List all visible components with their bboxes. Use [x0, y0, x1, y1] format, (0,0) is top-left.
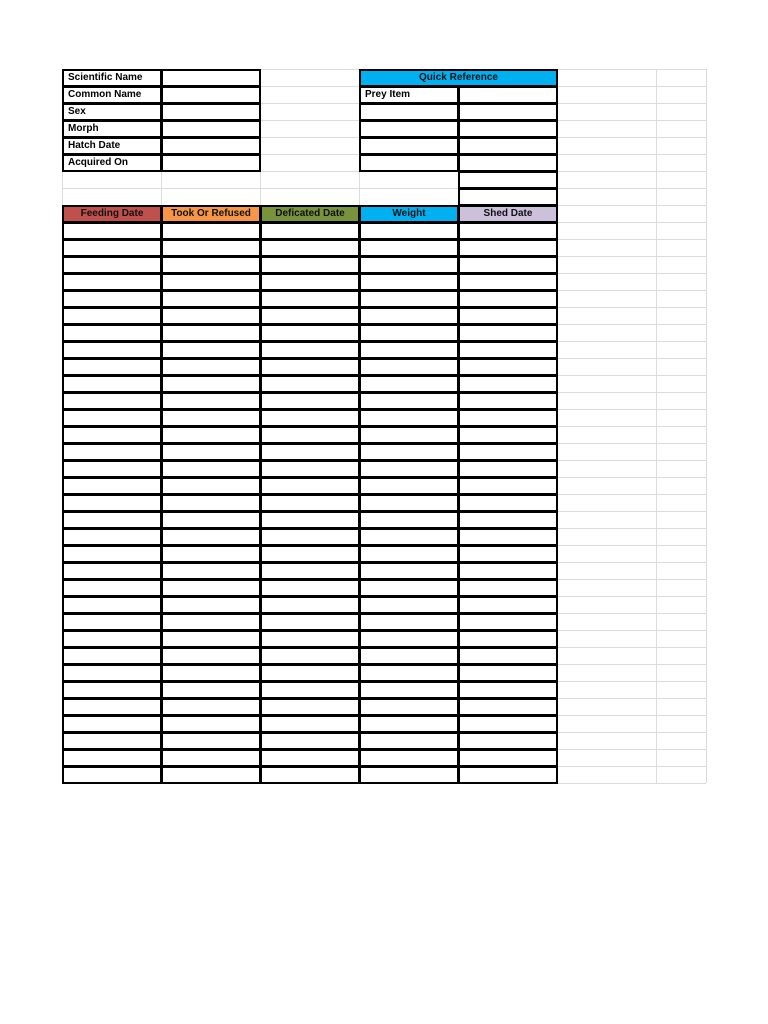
- quick-reference-item-cell[interactable]: [359, 154, 459, 172]
- log-entry-cell[interactable]: [458, 698, 558, 716]
- log-entry-cell[interactable]: [62, 222, 162, 240]
- log-entry-cell[interactable]: [62, 545, 162, 563]
- log-entry-cell[interactable]: [62, 375, 162, 393]
- quick-reference-value-cell[interactable]: [458, 154, 558, 172]
- log-entry-cell[interactable]: [161, 528, 261, 546]
- log-entry-cell[interactable]: [260, 749, 360, 767]
- log-entry-cell[interactable]: [458, 528, 558, 546]
- log-entry-cell[interactable]: [260, 358, 360, 376]
- log-entry-cell[interactable]: [62, 664, 162, 682]
- log-entry-cell[interactable]: [260, 426, 360, 444]
- log-entry-cell[interactable]: [260, 528, 360, 546]
- log-entry-cell[interactable]: [359, 715, 459, 733]
- quick-reference-title: Quick Reference: [359, 69, 558, 87]
- profile-value-cell[interactable]: [161, 69, 261, 87]
- log-entry-cell[interactable]: [260, 222, 360, 240]
- log-entry-cell[interactable]: [260, 562, 360, 580]
- log-entry-cell[interactable]: [359, 375, 459, 393]
- log-entry-cell[interactable]: [458, 460, 558, 478]
- log-entry-cell[interactable]: [260, 477, 360, 495]
- log-entry-cell[interactable]: [62, 409, 162, 427]
- log-entry-cell[interactable]: [62, 426, 162, 444]
- log-entry-cell[interactable]: [260, 681, 360, 699]
- log-entry-cell[interactable]: [161, 256, 261, 274]
- log-entry-cell[interactable]: [161, 443, 261, 461]
- log-entry-cell[interactable]: [62, 307, 162, 325]
- log-entry-cell[interactable]: [62, 477, 162, 495]
- log-entry-cell[interactable]: [458, 545, 558, 563]
- profile-label: Morph: [62, 120, 162, 138]
- log-entry-cell[interactable]: [62, 732, 162, 750]
- log-entry-cell[interactable]: [62, 324, 162, 342]
- log-entry-cell[interactable]: [458, 256, 558, 274]
- log-entry-cell[interactable]: [161, 392, 261, 410]
- log-entry-cell[interactable]: [359, 596, 459, 614]
- profile-value-cell[interactable]: [161, 154, 261, 172]
- log-entry-cell[interactable]: [359, 392, 459, 410]
- log-entry-cell[interactable]: [359, 545, 459, 563]
- log-entry-cell[interactable]: [161, 273, 261, 291]
- log-entry-cell[interactable]: [359, 579, 459, 597]
- log-entry-cell[interactable]: [260, 613, 360, 631]
- log-entry-cell[interactable]: [359, 562, 459, 580]
- log-entry-cell[interactable]: [359, 766, 459, 784]
- log-entry-cell[interactable]: [161, 630, 261, 648]
- log-entry-cell[interactable]: [62, 647, 162, 665]
- log-entry-cell[interactable]: [260, 460, 360, 478]
- log-entry-cell[interactable]: [260, 341, 360, 359]
- log-entry-cell[interactable]: [458, 222, 558, 240]
- log-entry-cell[interactable]: [359, 494, 459, 512]
- log-entry-cell[interactable]: [458, 613, 558, 631]
- log-entry-cell[interactable]: [62, 596, 162, 614]
- log-entry-cell[interactable]: [359, 477, 459, 495]
- log-entry-cell[interactable]: [458, 477, 558, 495]
- log-entry-cell[interactable]: [458, 324, 558, 342]
- quick-reference-item-cell[interactable]: [359, 137, 459, 155]
- log-entry-cell[interactable]: [260, 409, 360, 427]
- quick-reference-item-cell[interactable]: [359, 103, 459, 121]
- log-entry-cell[interactable]: [62, 341, 162, 359]
- log-entry-cell[interactable]: [458, 409, 558, 427]
- log-entry-cell[interactable]: [260, 239, 360, 257]
- log-entry-cell[interactable]: [161, 290, 261, 308]
- gridline-horizontal: [62, 188, 706, 189]
- log-entry-cell[interactable]: [161, 562, 261, 580]
- log-entry-cell[interactable]: [359, 324, 459, 342]
- log-entry-cell[interactable]: [458, 307, 558, 325]
- log-entry-cell[interactable]: [359, 511, 459, 529]
- log-entry-cell[interactable]: [458, 290, 558, 308]
- log-entry-cell[interactable]: [161, 647, 261, 665]
- log-entry-cell[interactable]: [458, 749, 558, 767]
- profile-label: Hatch Date: [62, 137, 162, 155]
- log-entry-cell[interactable]: [458, 732, 558, 750]
- quick-reference-label: Prey Item: [359, 86, 459, 104]
- log-entry-cell[interactable]: [359, 256, 459, 274]
- quick-reference-value-cell[interactable]: [458, 103, 558, 121]
- log-entry-cell[interactable]: [62, 290, 162, 308]
- log-entry-cell[interactable]: [161, 409, 261, 427]
- log-entry-cell[interactable]: [458, 494, 558, 512]
- log-entry-cell[interactable]: [458, 426, 558, 444]
- log-entry-cell[interactable]: [161, 613, 261, 631]
- log-entry-cell[interactable]: [260, 647, 360, 665]
- log-entry-cell[interactable]: [458, 664, 558, 682]
- log-entry-cell[interactable]: [62, 443, 162, 461]
- quick-reference-value-cell[interactable]: [458, 86, 558, 104]
- log-entry-cell[interactable]: [260, 273, 360, 291]
- log-entry-cell[interactable]: [62, 528, 162, 546]
- profile-label: Sex: [62, 103, 162, 121]
- log-entry-cell[interactable]: [359, 222, 459, 240]
- log-entry-cell[interactable]: [161, 511, 261, 529]
- log-entry-cell[interactable]: [458, 375, 558, 393]
- log-entry-cell[interactable]: [161, 239, 261, 257]
- log-entry-cell[interactable]: [458, 562, 558, 580]
- log-entry-cell[interactable]: [359, 409, 459, 427]
- log-entry-cell[interactable]: [161, 222, 261, 240]
- log-entry-cell[interactable]: [161, 426, 261, 444]
- log-entry-cell[interactable]: [62, 579, 162, 597]
- log-entry-cell[interactable]: [458, 630, 558, 648]
- log-entry-cell[interactable]: [458, 341, 558, 359]
- log-entry-cell[interactable]: [62, 256, 162, 274]
- log-entry-cell[interactable]: [359, 698, 459, 716]
- log-entry-cell[interactable]: [62, 358, 162, 376]
- log-entry-cell[interactable]: [161, 324, 261, 342]
- log-entry-cell[interactable]: [260, 766, 360, 784]
- log-entry-cell[interactable]: [62, 681, 162, 699]
- log-entry-cell[interactable]: [458, 596, 558, 614]
- log-entry-cell[interactable]: [458, 647, 558, 665]
- log-entry-cell[interactable]: [260, 511, 360, 529]
- log-entry-cell[interactable]: [62, 630, 162, 648]
- log-entry-cell[interactable]: [359, 528, 459, 546]
- gridline-vertical: [706, 69, 707, 783]
- log-entry-cell[interactable]: [260, 545, 360, 563]
- log-entry-cell[interactable]: [161, 307, 261, 325]
- log-entry-cell[interactable]: [458, 766, 558, 784]
- log-entry-cell[interactable]: [458, 579, 558, 597]
- profile-label: Acquired On: [62, 154, 162, 172]
- log-entry-cell[interactable]: [260, 579, 360, 597]
- log-entry-cell[interactable]: [359, 358, 459, 376]
- profile-label: Common Name: [62, 86, 162, 104]
- log-header-cell: Deficated Date: [260, 205, 360, 223]
- quick-reference-value-cell[interactable]: [458, 120, 558, 138]
- log-entry-cell[interactable]: [161, 681, 261, 699]
- log-entry-cell[interactable]: [62, 749, 162, 767]
- log-entry-cell[interactable]: [161, 477, 261, 495]
- log-entry-cell[interactable]: [260, 290, 360, 308]
- log-entry-cell[interactable]: [260, 715, 360, 733]
- log-entry-cell[interactable]: [359, 443, 459, 461]
- log-entry-cell[interactable]: [161, 375, 261, 393]
- log-entry-cell[interactable]: [161, 732, 261, 750]
- log-entry-cell[interactable]: [260, 392, 360, 410]
- profile-label: Scientific Name: [62, 69, 162, 87]
- log-entry-cell[interactable]: [62, 715, 162, 733]
- log-entry-cell[interactable]: [260, 324, 360, 342]
- quick-reference-value-cell[interactable]: [458, 171, 558, 189]
- log-entry-cell[interactable]: [359, 613, 459, 631]
- log-entry-cell[interactable]: [260, 732, 360, 750]
- log-entry-cell[interactable]: [161, 664, 261, 682]
- log-entry-cell[interactable]: [359, 290, 459, 308]
- log-entry-cell[interactable]: [260, 307, 360, 325]
- log-entry-cell[interactable]: [359, 307, 459, 325]
- log-header-cell: Feeding Date: [62, 205, 162, 223]
- log-entry-cell[interactable]: [161, 766, 261, 784]
- log-entry-cell[interactable]: [458, 681, 558, 699]
- log-entry-cell[interactable]: [458, 273, 558, 291]
- log-entry-cell[interactable]: [359, 647, 459, 665]
- log-entry-cell[interactable]: [161, 596, 261, 614]
- profile-value-cell[interactable]: [161, 120, 261, 138]
- log-entry-cell[interactable]: [359, 664, 459, 682]
- log-entry-cell[interactable]: [161, 715, 261, 733]
- log-entry-cell[interactable]: [62, 392, 162, 410]
- log-entry-cell[interactable]: [62, 511, 162, 529]
- log-entry-cell[interactable]: [161, 341, 261, 359]
- log-entry-cell[interactable]: [62, 562, 162, 580]
- log-header-cell: Weight: [359, 205, 459, 223]
- log-entry-cell[interactable]: [161, 749, 261, 767]
- log-entry-cell[interactable]: [62, 460, 162, 478]
- log-entry-cell[interactable]: [161, 579, 261, 597]
- log-header-cell: Took Or Refused: [161, 205, 261, 223]
- log-entry-cell[interactable]: [62, 494, 162, 512]
- log-entry-cell[interactable]: [458, 715, 558, 733]
- log-entry-cell[interactable]: [458, 358, 558, 376]
- log-entry-cell[interactable]: [161, 698, 261, 716]
- log-header-cell: Shed Date: [458, 205, 558, 223]
- log-entry-cell[interactable]: [62, 766, 162, 784]
- log-entry-cell[interactable]: [260, 494, 360, 512]
- log-entry-cell[interactable]: [458, 392, 558, 410]
- profile-value-cell[interactable]: [161, 86, 261, 104]
- log-entry-cell[interactable]: [359, 681, 459, 699]
- log-entry-cell[interactable]: [161, 460, 261, 478]
- log-entry-cell[interactable]: [260, 375, 360, 393]
- log-entry-cell[interactable]: [62, 239, 162, 257]
- log-entry-cell[interactable]: [458, 239, 558, 257]
- log-entry-cell[interactable]: [359, 239, 459, 257]
- log-entry-cell[interactable]: [260, 664, 360, 682]
- log-entry-cell[interactable]: [260, 443, 360, 461]
- log-entry-cell[interactable]: [359, 749, 459, 767]
- log-entry-cell[interactable]: [359, 341, 459, 359]
- profile-value-cell[interactable]: [161, 137, 261, 155]
- log-entry-cell[interactable]: [359, 460, 459, 478]
- log-entry-cell[interactable]: [458, 443, 558, 461]
- log-entry-cell[interactable]: [260, 630, 360, 648]
- log-entry-cell[interactable]: [260, 698, 360, 716]
- quick-reference-value-cell[interactable]: [458, 188, 558, 206]
- log-entry-cell[interactable]: [62, 273, 162, 291]
- log-entry-cell[interactable]: [359, 273, 459, 291]
- log-entry-cell[interactable]: [62, 698, 162, 716]
- log-entry-cell[interactable]: [359, 732, 459, 750]
- log-entry-cell[interactable]: [359, 426, 459, 444]
- log-entry-cell[interactable]: [260, 256, 360, 274]
- log-entry-cell[interactable]: [161, 545, 261, 563]
- log-entry-cell[interactable]: [458, 511, 558, 529]
- quick-reference-item-cell[interactable]: [359, 120, 459, 138]
- profile-value-cell[interactable]: [161, 103, 261, 121]
- log-entry-cell[interactable]: [161, 494, 261, 512]
- log-entry-cell[interactable]: [161, 358, 261, 376]
- quick-reference-value-cell[interactable]: [458, 137, 558, 155]
- log-entry-cell[interactable]: [260, 596, 360, 614]
- log-entry-cell[interactable]: [62, 613, 162, 631]
- log-entry-cell[interactable]: [359, 630, 459, 648]
